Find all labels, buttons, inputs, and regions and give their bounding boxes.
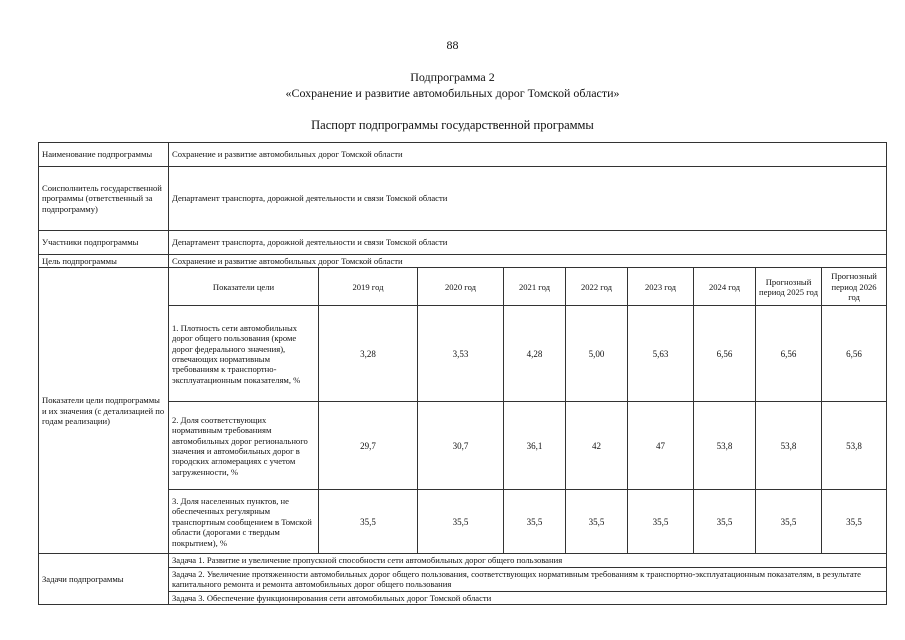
indicator-value: 53,8 [694,402,756,490]
indicator-value: 6,56 [756,306,822,402]
row-coexecutor [39,167,887,231]
header-cell: Показатели цели [169,268,319,306]
indicator-value: 53,8 [822,402,887,490]
header-cell: 2024 год [694,268,756,306]
indicator-name: 1. Плотность сети автомобильных дорог общего пользования (кроме дорог федерального значения), отвечающих нормативным требованиям к транспортно-эксплуатационным показателям, % [169,306,319,402]
indicator-value: 5,00 [566,306,628,402]
task-row [39,554,887,567]
indicator-value: 35,5 [504,490,566,554]
indicator-name: 3. Доля населенных пунктов, не обеспеченных регулярным транспортным сообщением в Томской области (дорогами с твердым покрытием), % [169,490,319,554]
page-number: 88 [446,38,459,52]
indicator-value: 29,7 [319,402,418,490]
header-cell: 2019 год [319,268,418,306]
header-cell: 2023 год [628,268,694,306]
header-cell: Прогнозный период 2026 год [822,268,887,306]
coexecutor-value: Департамент транспорта, дорожной деятельности и связи Томской области [169,167,887,231]
indicators-header-row [39,268,887,306]
row-name [39,143,887,167]
task-item: Задача 1. Развитие и увеличение пропускной способности сети автомобильных дорог общего пользования [169,554,887,567]
row-goal [39,255,887,268]
indicators-label: Показатели цели подпрограммы и их значения (с детализацией по годам реализации) [39,268,169,554]
indicator-value: 36,1 [504,402,566,490]
name-value: Сохранение и развитие автомобильных дорог Томской области [169,143,887,167]
participants-value: Департамент транспорта, дорожной деятельности и связи Томской области [169,231,887,255]
goal-label: Цель подпрограммы [39,255,169,268]
passport-title: Паспорт подпрограммы государственной программы [311,118,594,132]
indicator-value: 35,5 [822,490,887,554]
indicator-value: 6,56 [822,306,887,402]
name-label: Наименование подпрограммы [39,143,169,167]
header-cell: 2022 год [566,268,628,306]
indicator-value: 6,56 [694,306,756,402]
indicator-name: 2. Доля соответствующих нормативным требованиям автомобильных дорог регионального значения и автомобильных дорог в городских агломерациях с учетом загруженности, % [169,402,319,490]
indicator-value: 53,8 [756,402,822,490]
passport-table [38,142,887,605]
indicator-value: 35,5 [756,490,822,554]
header-cell: 2020 год [418,268,504,306]
header-cell: 2021 год [504,268,566,306]
indicator-value: 35,5 [319,490,418,554]
indicator-value: 47 [628,402,694,490]
indicator-value: 3,53 [418,306,504,402]
indicator-value: 35,5 [628,490,694,554]
indicator-value: 35,5 [694,490,756,554]
indicator-value: 3,28 [319,306,418,402]
task-item: Задача 2. Увеличение протяженности автомобильных дорог общего пользования, соответствующих нормативным требованиям к транспортно-эксплуатационным показателям, в результате капитального ремонта и ремонта автомобильных дорог общего пользования [169,567,887,591]
subprogram-number: Подпрограмма 2 [410,70,495,84]
goal-value: Сохранение и развитие автомобильных дорог Томской области [169,255,887,268]
participants-label: Участники подпрограммы [39,231,169,255]
indicator-value: 30,7 [418,402,504,490]
task-item: Задача 3. Обеспечение функционирования сети автомобильных дорог Томской области [169,591,887,604]
indicator-value: 35,5 [418,490,504,554]
indicator-value: 35,5 [566,490,628,554]
indicator-value: 4,28 [504,306,566,402]
header-cell: Прогнозный период 2025 год [756,268,822,306]
subprogram-title: «Сохранение и развитие автомобильных дорог Томской области» [285,86,620,100]
indicator-value: 5,63 [628,306,694,402]
tasks-label: Задачи подпрограммы [39,554,169,605]
row-participants [39,231,887,255]
coexecutor-label: Соисполнитель государственной программы (ответственный за подпрограмму) [39,167,169,231]
indicator-value: 42 [566,402,628,490]
